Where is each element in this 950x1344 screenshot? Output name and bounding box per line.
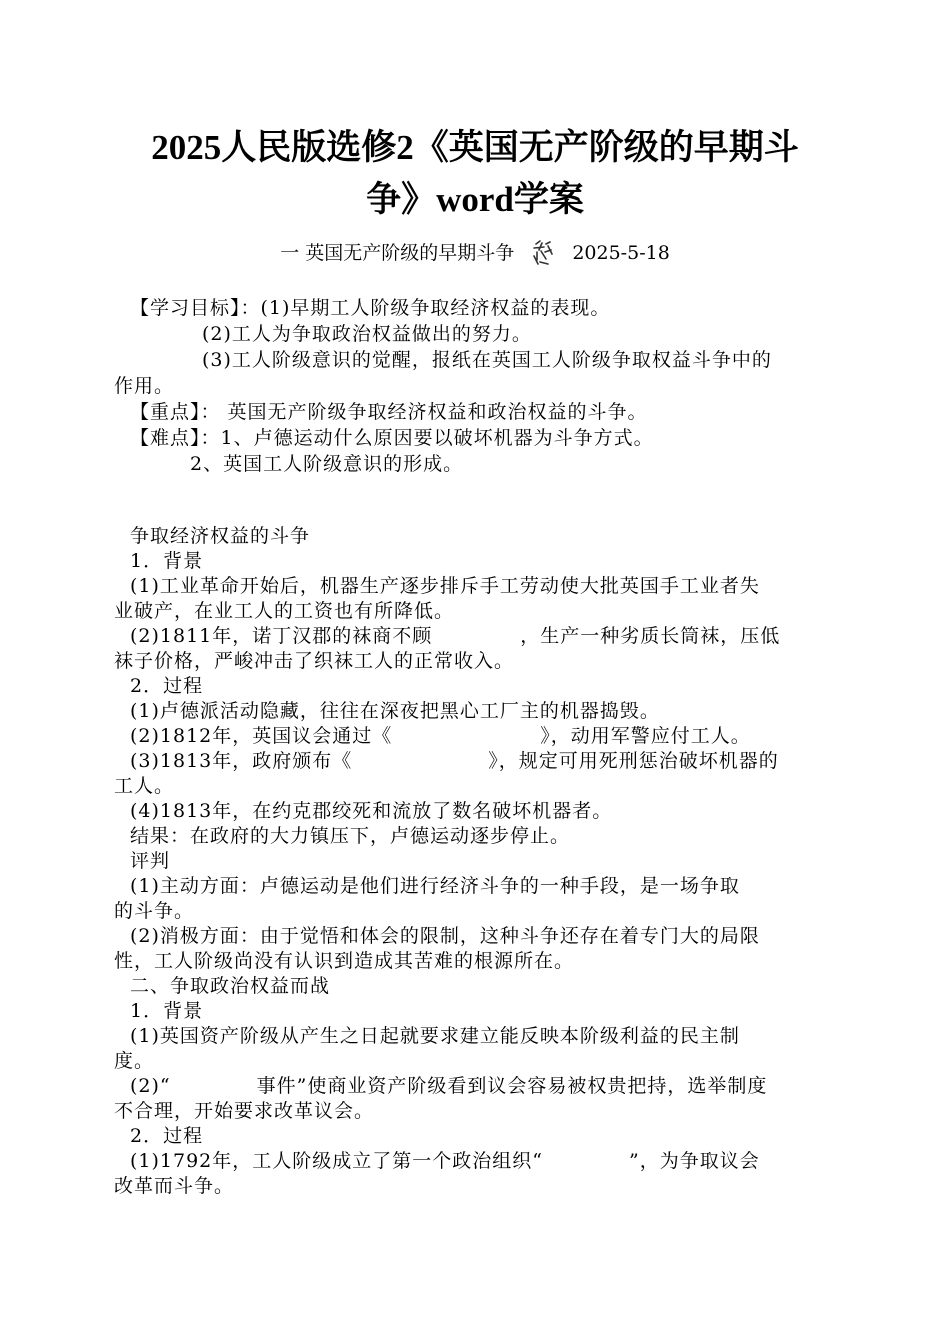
key-point-line: 【重点】： 英国无产阶级争取经济权益和政治权益的斗争。 [130, 401, 648, 423]
lesson-date: 2025-5-18 [572, 242, 670, 264]
learning-goal-2: (2)工人为争取政治权益做出的努力。 [202, 323, 532, 345]
paragraph-line: 袜子价格，严峻冲击了织袜工人的正常收入。 [114, 650, 515, 672]
text-segment: 事件”使商业资产阶级看到议会容易被权贵把持，选举制度 [256, 1075, 768, 1097]
learning-goal-3-cont: 作用。 [114, 375, 175, 397]
text-segment: ”，为争取议会 [628, 1150, 760, 1172]
paragraph-line: (2)消极方面：由于觉悟和体会的限制，这种斗争还存在着专门大的局限 [130, 925, 760, 947]
paragraph-line [130, 748, 779, 774]
text-segment: 》，动用军警应付工人。 [540, 725, 751, 747]
text-segment: (2)1812年，英国议会通过《 [130, 725, 393, 747]
subheading-process-1: 2．过程 [130, 675, 204, 697]
doc-title-line-2: 争》word学案 [366, 180, 584, 219]
learning-goal-3: (3)工人阶级意识的觉醒，报纸在英国工人阶级争取权益斗争中的 [202, 349, 772, 371]
text-segment: (3)1813年，政府颁布《 [130, 750, 353, 772]
paragraph-line: (1)主动方面：卢德运动是他们进行经济斗争的一种手段，是一场争取 [130, 875, 740, 897]
paragraph-line [130, 1148, 760, 1174]
text-segment: 》，规定可用死刑惩治破坏机器的 [488, 750, 779, 772]
paragraph-line [130, 623, 780, 649]
paragraph-line: 性，工人阶级尚没有认识到造成其苦难的根源所在。 [114, 950, 575, 972]
section-heading-economic: 争取经济权益的斗争 [130, 525, 311, 547]
lesson-heading: 一 英国无产阶级的早期斗争 [280, 242, 515, 264]
difficulty-line-2: 2、英国工人阶级意识的形成。 [190, 453, 464, 475]
paragraph-line: 度。 [114, 1050, 155, 1072]
subheading-process-2: 2．过程 [130, 1125, 204, 1147]
difficulty-line-1: 【难点】：1、卢德运动什么原因要以破坏机器为斗争方式。 [130, 427, 654, 449]
paragraph-line [130, 1073, 767, 1099]
paragraph-line: (1)工业革命开始后，机器生产逐步排斥手工劳动使大批英国手工业者失 [130, 575, 760, 597]
paragraph-line: (4)1813年，在约克郡绞死和流放了数名破坏机器者。 [130, 800, 613, 822]
text-segment: ，生产一种劣质长筒袜，压低 [520, 625, 781, 647]
text-segment: (2)1811年，诺丁汉郡的袜商不顾 [130, 625, 433, 647]
paragraph-line: 工人。 [114, 775, 175, 797]
seal-stamp-icon [528, 238, 558, 268]
paragraph-line: 业破产，在业工人的工资也有所降低。 [114, 600, 455, 622]
doc-subtitle [0, 236, 950, 269]
text-segment: (1)1792年，工人阶级成立了第一个政治组织“ [130, 1150, 543, 1172]
learning-goals-line: 【学习目标】：(1)早期工人阶级争取经济权益的表现。 [130, 297, 611, 319]
paragraph-line: (1)卢德派活动隐藏，往往在深夜把黑心工厂主的机器捣毁。 [130, 700, 660, 722]
subheading-evaluation: 评判 [130, 850, 171, 872]
subheading-background-1: 1．背景 [130, 550, 204, 572]
paragraph-line: 不合理，开始要求改革议会。 [114, 1100, 375, 1122]
paragraph-line: (1)英国资产阶级从产生之日起就要求建立能反映本阶级利益的民主制 [130, 1025, 740, 1047]
paragraph-line [130, 723, 751, 749]
paragraph-line: 改革而斗争。 [114, 1175, 235, 1197]
paragraph-line: 结果：在政府的大力镇压下，卢德运动逐步停止。 [130, 825, 571, 847]
subheading-background-2: 1．背景 [130, 1000, 204, 1022]
text-segment: (2)“ [130, 1075, 171, 1097]
section-heading-political: 二、争取政治权益而战 [130, 975, 331, 997]
paragraph-line: 的斗争。 [114, 900, 195, 922]
doc-title-line-1: 2025人民版选修2《英国无产阶级的早期斗 [151, 128, 799, 167]
